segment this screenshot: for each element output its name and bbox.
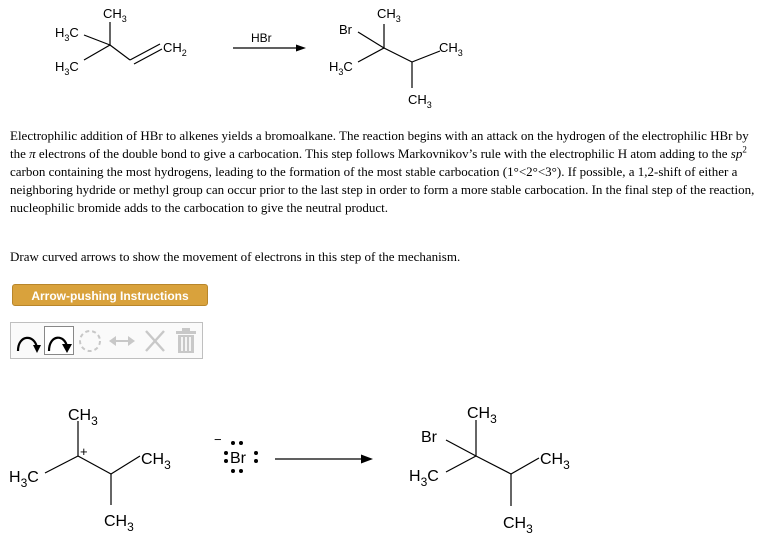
reaction-scheme: [0, 0, 764, 120]
bromide-negative-charge: −: [214, 432, 222, 447]
mechanism-step-canvas[interactable]: [0, 390, 764, 536]
carbocation-ch3-bottom: $CH_3$: [104, 513, 134, 534]
single-headed-curved-arrow-icon: [45, 327, 73, 354]
bromide-ion[interactable]: Br: [230, 450, 246, 467]
reactant-h3c-lower: $H_3C$: [55, 59, 79, 77]
description-text-2: electrons of the double bond to give a carbocation. This step follows Markovnikov’s rule with the electrophilic H atom adding to the: [35, 146, 731, 161]
double-headed-curved-arrow-icon: [13, 326, 43, 355]
tool-clear-all[interactable]: [173, 326, 199, 355]
drawing-toolbar: [10, 322, 203, 359]
tool-single-headed-arrow[interactable]: [44, 326, 74, 355]
reagent-label: HBr: [251, 31, 272, 45]
product-h3c: $H_3C$: [329, 59, 353, 77]
mech-product-br: Br: [421, 429, 437, 446]
pi-symbol: π: [29, 146, 36, 161]
product-ch3-bottom: $CH_3$: [408, 92, 432, 110]
question-prompt: Draw curved arrows to show the movement of electrons in this step of the mechanism.: [10, 249, 461, 264]
product-ch3-top: $CH_3$: [377, 6, 401, 24]
delete-x-icon: [142, 326, 168, 355]
mech-product-h3c: $H_3C$: [409, 468, 439, 489]
carbocation-positive-charge: +: [80, 444, 88, 459]
sp-superscript: 2: [742, 144, 747, 155]
reactant-h3c-upper: $H_3C$: [55, 25, 79, 43]
lasso-select-icon: [76, 326, 104, 355]
product-br: Br: [339, 22, 352, 37]
arrow-pushing-instructions-button[interactable]: Arrow-pushing Instructions: [12, 284, 208, 306]
resonance-arrow-icon: [106, 326, 138, 355]
tool-delete[interactable]: [142, 326, 168, 355]
tool-double-headed-arrow[interactable]: [13, 326, 43, 355]
trash-icon: [173, 326, 199, 355]
tool-lasso-select[interactable]: [76, 326, 104, 355]
carbocation-ch3-top: $CH_3$: [68, 407, 98, 428]
carbocation-h3c: $H_3C$: [9, 469, 39, 490]
carbocation-ch3-right: $CH_3$: [141, 451, 171, 472]
product-ch3-right: $CH_3$: [439, 40, 463, 58]
problem-description: [10, 127, 762, 217]
mech-product-ch3-right: $CH_3$: [540, 451, 570, 472]
mech-product-ch3-top: $CH_3$: [467, 405, 497, 426]
sp-label: sp: [730, 146, 743, 161]
mech-product-ch3-bottom: $CH_3$: [503, 515, 533, 536]
description-text-1: Electrophilic addition of HBr to alkenes yields a bromoalkane. The reaction begins with an attack on the hydrogen of the electrophilic HBr by the: [10, 128, 749, 161]
reactant-ch2: $CH_2$: [163, 40, 187, 58]
reactant-ch3-top: $CH_3$: [103, 6, 127, 24]
tool-resonance-arrow[interactable]: [106, 326, 138, 355]
description-text-3: carbon containing the most hydrogens, leading to the formation of the most stable carbocation (1°<2°<3°). If possible, a 1,2-shift of either a neighboring hydride or methyl group can occur prior to the last step in order to form a more stable carbocation. In the final step of the reaction, nucleophilic bromide adds to the carbocation to give the neutral product.: [10, 164, 755, 215]
